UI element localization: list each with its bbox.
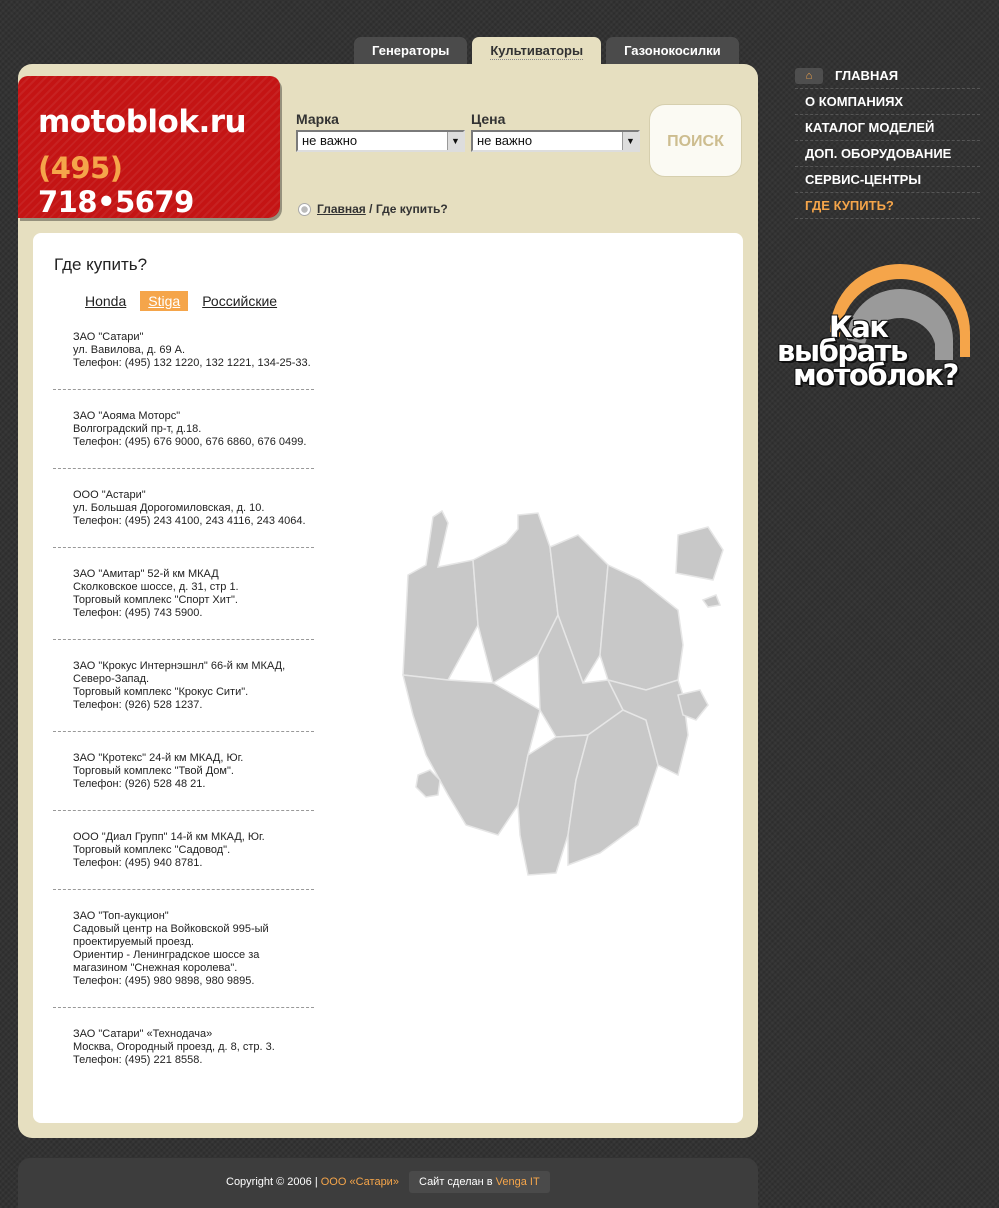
dealer-line: Телефон: (495) 243 4100, 243 4116, 243 4064. <box>73 515 306 527</box>
dealer-line: Садовый центр на Войковской 995-ый <box>73 923 269 935</box>
brand-filter <box>77 291 291 311</box>
price-label: Цена <box>471 111 506 127</box>
map-district-zelenograd <box>676 527 723 580</box>
dealer-line: Телефон: (495) 743 5900. <box>73 607 203 619</box>
dealer-line: ЗАО "Амитар" 52-й км МКАД <box>73 568 219 580</box>
dealer-line: Торговый комплекс "Садовод". <box>73 844 231 856</box>
nav-item-service-centers[interactable]: СЕРВИС-ЦЕНТРЫ <box>795 167 980 193</box>
map-district-east-enclave <box>703 595 720 607</box>
dealer-line: ООО "Астари" <box>73 489 146 501</box>
dealer-line: Телефон: (495) 132 1220, 132 1221, 134-25-33. <box>73 357 311 369</box>
brand-tab-honda[interactable]: Honda <box>85 293 127 309</box>
dealer-line: Телефон: (495) 940 8781. <box>73 857 203 869</box>
dealer-line: Телефон: (495) 676 9000, 676 6860, 676 0499. <box>73 436 307 448</box>
map-district-far-east <box>678 690 708 720</box>
logo-phone: (495) 718•5679 <box>38 151 194 219</box>
brand-label: Марка <box>296 111 339 127</box>
bullet-icon <box>298 203 311 216</box>
dealer-line: Торговый комплекс "Спорт Хит". <box>73 594 238 606</box>
breadcrumb: Главная / Где купить? <box>298 202 448 216</box>
company-link[interactable]: ООО «Сатари» <box>320 1176 399 1188</box>
dealer-item <box>53 329 314 390</box>
made-by: Сайт сделан в Venga IT <box>409 1171 550 1193</box>
tab-cultivators[interactable]: Культиваторы <box>472 37 601 67</box>
nav-item-companies[interactable]: О КОМПАНИЯХ <box>795 89 980 115</box>
page-title: Где купить? <box>54 255 148 274</box>
dealer-line: ЗАО "Сатари" <box>73 331 144 343</box>
dealer-line: Сколковское шоссе, д. 31, стр 1. <box>73 581 239 593</box>
dealer-item <box>53 658 314 732</box>
dealer-line: Телефон: (495) 221 8558. <box>73 1054 203 1066</box>
site-logo[interactable] <box>18 76 280 218</box>
tab-lawnmowers[interactable]: Газонокосилки <box>606 37 739 67</box>
dealer-line: Ориентир - Ленинградское шоссе за <box>73 949 260 961</box>
nav-item-accessories[interactable]: ДОП. ОБОРУДОВАНИЕ <box>795 141 980 167</box>
dealer-line: проектируемый проезд. <box>73 936 194 948</box>
nav-item-catalog[interactable]: КАТАЛОГ МОДЕЛЕЙ <box>795 115 980 141</box>
price-select[interactable]: не важно ▼ <box>471 130 640 152</box>
breadcrumb-home-link[interactable]: Главная <box>317 202 366 216</box>
dealer-item <box>53 487 314 548</box>
dealer-item <box>53 829 314 890</box>
dealer-line: ул. Вавилова, д. 69 А. <box>73 344 186 356</box>
home-icon: ⌂ <box>795 68 823 84</box>
dealer-line: ЗАО "Кротекс" 24-й км МКАД, Юг. <box>73 752 244 764</box>
dealer-line: Волгоградский пр-т, д.18. <box>73 423 202 435</box>
dealer-line: Торговый комплекс "Крокус Сити". <box>73 686 249 698</box>
how-to-choose-banner[interactable] <box>775 262 985 402</box>
dealer-line: Телефон: (926) 528 1237. <box>73 699 203 711</box>
logo-name: motoblok.ru <box>38 104 247 140</box>
dealer-line: ул. Большая Дорогомиловская, д. 10. <box>73 502 265 514</box>
promo-line-3: мотоблок? <box>793 358 958 392</box>
nav-item-home[interactable]: ⌂ ГЛАВНАЯ <box>795 63 980 89</box>
dealer-line: Телефон: (926) 528 48 21. <box>73 778 206 790</box>
dealer-line: ЗАО "Сатари" «Технодача» <box>73 1028 213 1040</box>
dealer-line: магазином "Снежная королева". <box>73 962 238 974</box>
dealer-line: ЗАО "Топ-аукцион" <box>73 910 169 922</box>
map-district-north-west <box>403 511 478 680</box>
dealer-item <box>53 750 314 811</box>
content-area <box>33 233 743 1123</box>
copyright: Copyright © 2006 | ООО «Сатари» <box>226 1176 399 1188</box>
dealer-line: Северо-Запад. <box>73 673 150 685</box>
dealer-item <box>53 908 314 1008</box>
dealer-line: Торговый комплекс "Твой Дом". <box>73 765 234 777</box>
dealer-item <box>53 566 314 640</box>
breadcrumb-current: Где купить? <box>375 202 448 216</box>
dealer-list <box>53 329 314 1104</box>
tab-generators[interactable]: Генераторы <box>354 37 467 67</box>
dropdown-arrow-icon: ▼ <box>447 132 463 150</box>
category-tabs <box>354 37 739 67</box>
promo-line-1: Как <box>829 310 888 344</box>
brand-select[interactable]: не важно ▼ <box>296 130 465 152</box>
dealer-line: Телефон: (495) 980 9898, 980 9895. <box>73 975 255 987</box>
dealer-line: ООО "Диал Групп" 14-й км МКАД, Юг. <box>73 831 265 843</box>
dealer-line: ЗАО "Крокус Интернэшнл" 66-й км МКАД, <box>73 660 286 672</box>
moscow-map[interactable] <box>378 505 728 887</box>
dealer-item <box>53 408 314 469</box>
promo-line-2: выбрать <box>777 334 907 368</box>
brand-tab-stiga[interactable]: Stiga <box>140 291 188 311</box>
main-nav <box>795 63 980 219</box>
dealer-line: Москва, Огородный проезд, д. 8, стр. 3. <box>73 1041 275 1053</box>
studio-link[interactable]: Venga IT <box>495 1176 540 1188</box>
dropdown-arrow-icon: ▼ <box>622 132 638 150</box>
nav-item-where-to-buy[interactable]: ГДЕ КУПИТЬ? <box>795 193 980 219</box>
search-button[interactable]: ПОИСК <box>649 104 742 177</box>
footer <box>18 1158 758 1208</box>
dealer-item <box>53 1026 314 1086</box>
dealer-line: ЗАО "Аояма Моторс" <box>73 410 181 422</box>
map-district-east <box>600 565 683 690</box>
brand-tab-russian[interactable]: Российские <box>202 293 278 309</box>
